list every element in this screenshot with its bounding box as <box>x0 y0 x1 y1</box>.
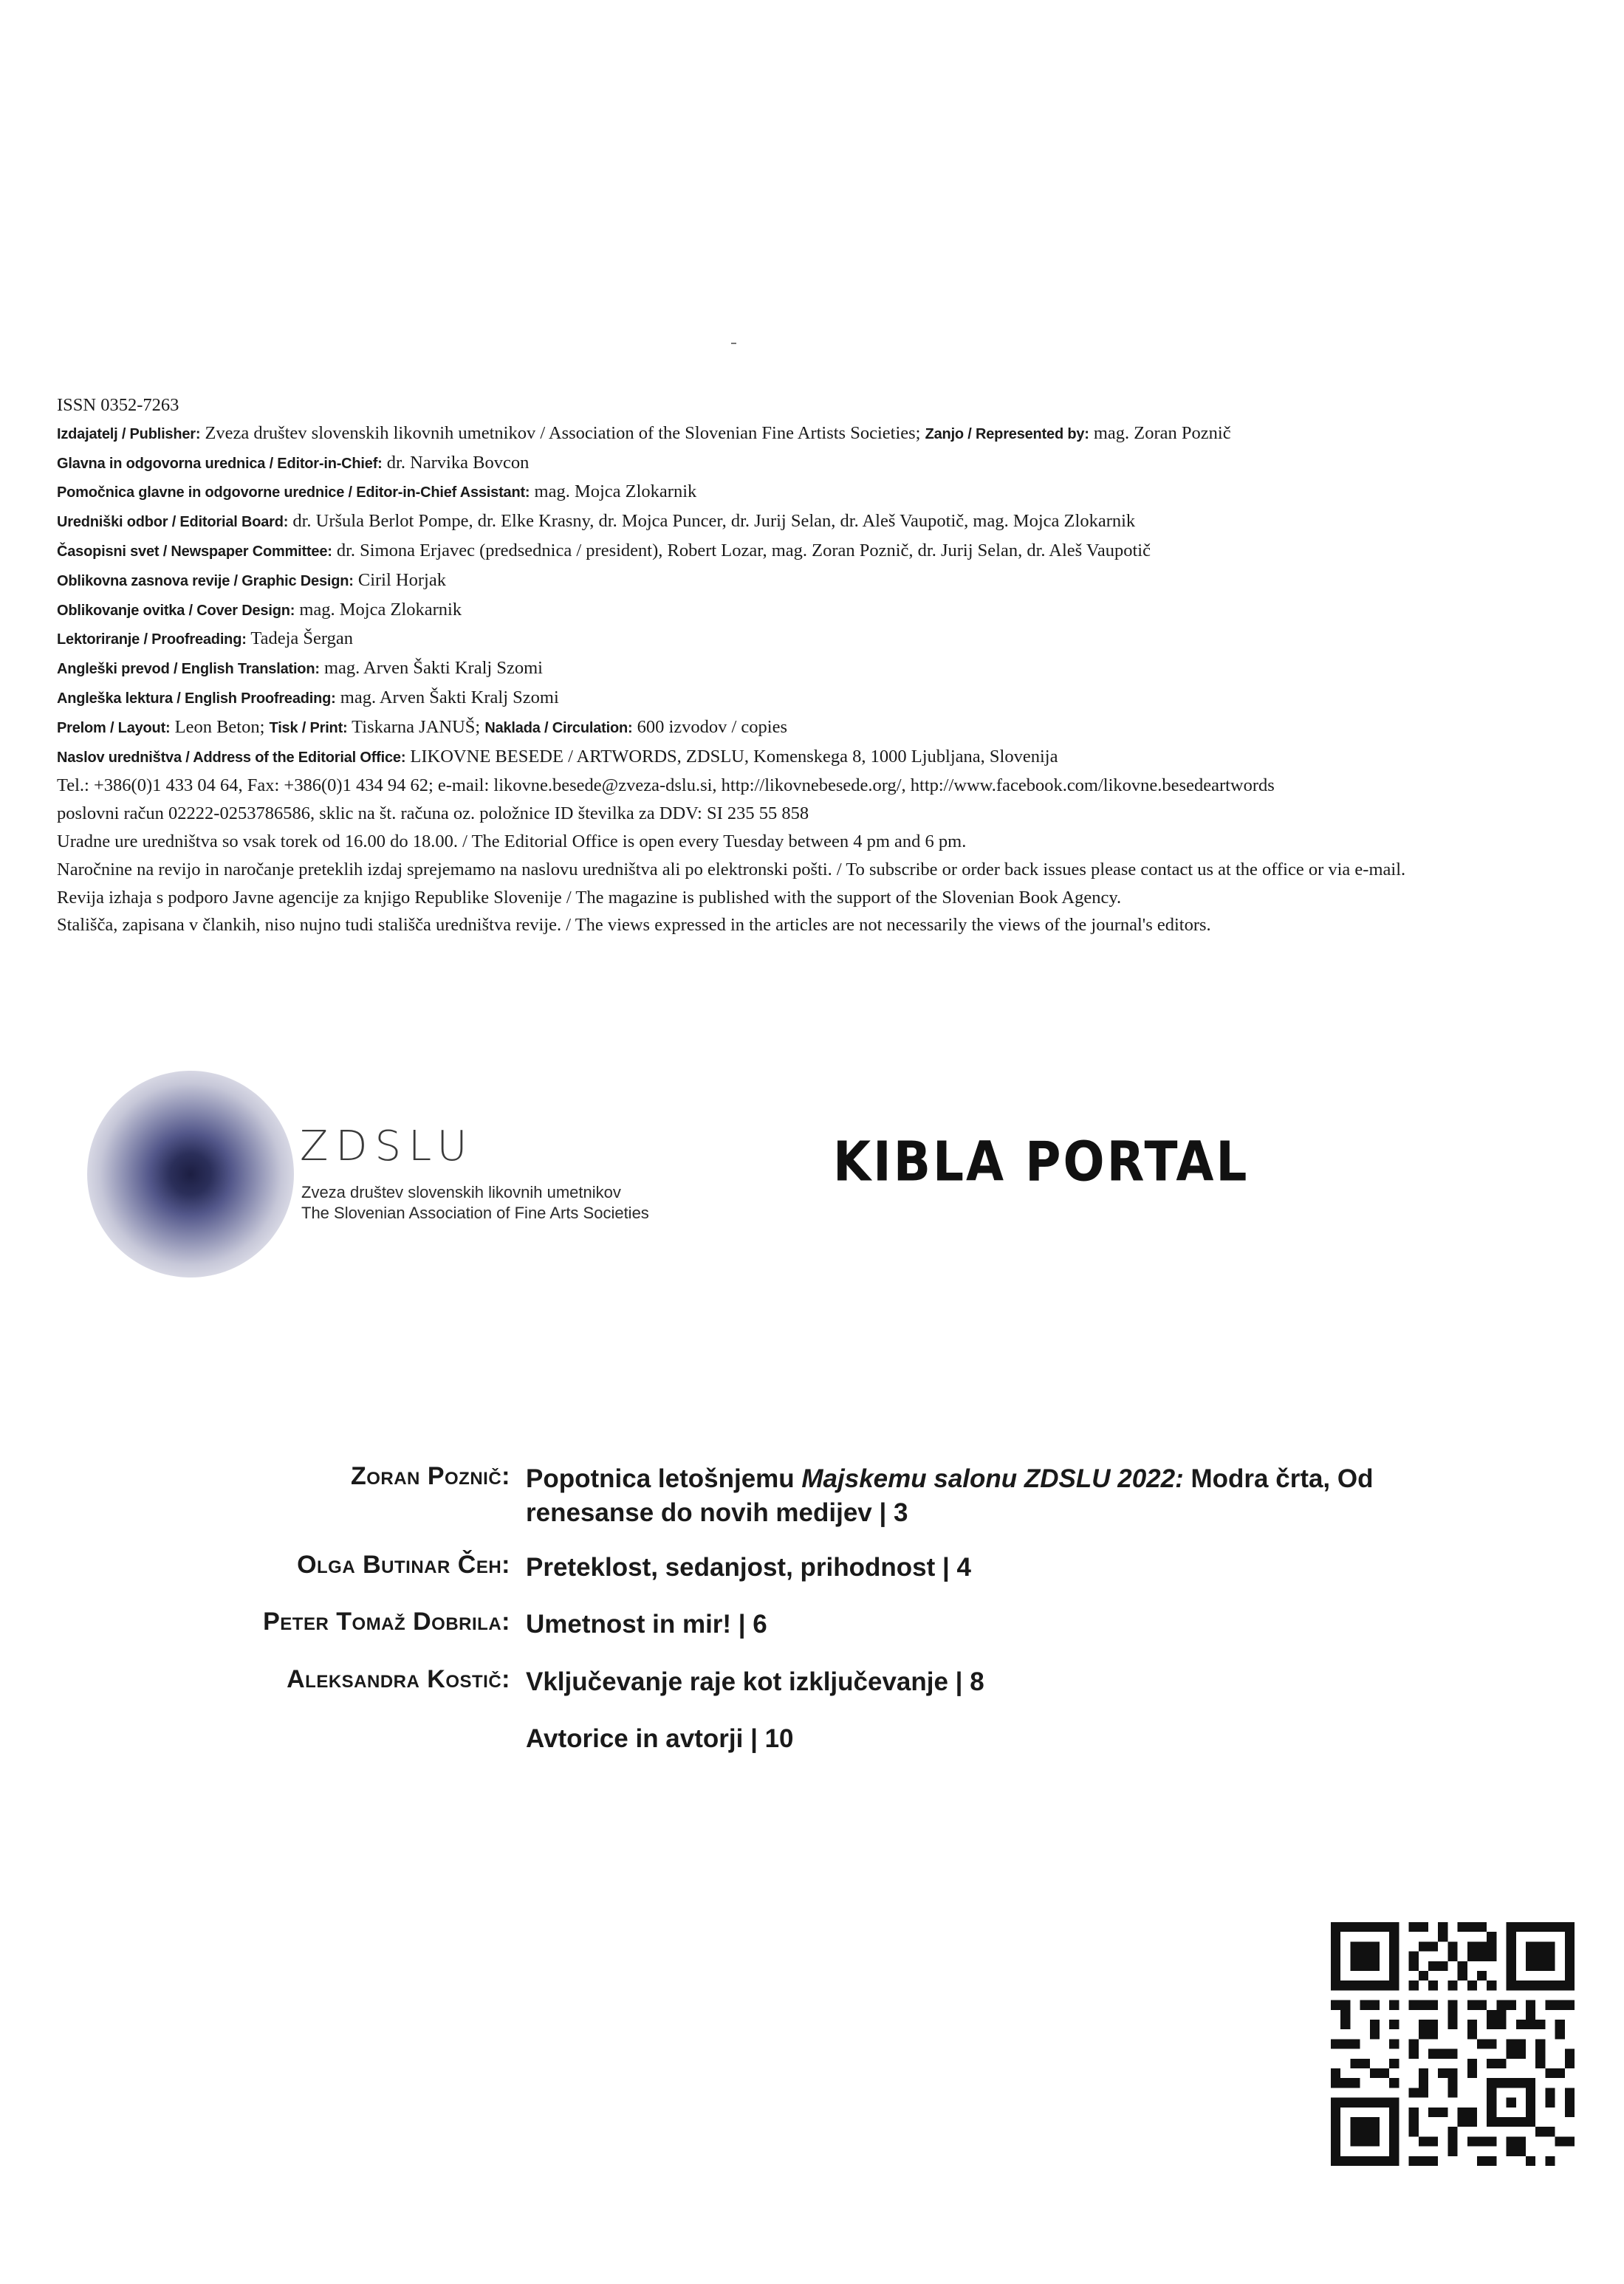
imprint-address <box>57 743 1578 772</box>
toc-author: Peter Tomaž Dobrila: <box>263 1608 510 1636</box>
qr-code-icon <box>1331 1922 1575 2166</box>
imprint-english-proofreading <box>57 684 1578 713</box>
imprint-graphic-design <box>57 566 1578 596</box>
board-label: Uredniški odbor / Editorial Board: <box>57 514 289 531</box>
imprint-block <box>57 391 1578 939</box>
assistant-value: mag. Mojca Zlokarnik <box>530 481 697 502</box>
toc-author: Aleksandra Kostič: <box>287 1665 510 1693</box>
publisher-value: Zveza društev slovenskih likovnih umetnikov / Association of the Slovenian Fine Artists Societies; <box>200 422 925 443</box>
toc-title <box>526 1462 1412 1530</box>
issn: ISSN 0352-7263 <box>57 395 179 415</box>
imprint-disclaimer: Stališča, zapisana v člankih, niso nujno tudi stališča uredništva revije. / The views expressed in the articles are not necessarily the views of the journal's editors. <box>57 915 1211 936</box>
circulation-label: Naklada / Circulation: <box>484 719 633 736</box>
proofreading-label: Lektoriranje / Proofreading: <box>57 631 247 648</box>
layout-label: Prelom / Layout: <box>57 719 171 736</box>
address-label: Naslov uredništva / Address of the Editorial Office: <box>57 749 406 766</box>
address-value: LIKOVNE BESEDE / ARTWORDS, ZDSLU, Komenskega 8, 1000 Ljubljana, Slovenija <box>405 746 1058 767</box>
toc-author: Zoran Poznič: <box>350 1462 510 1490</box>
imprint-english-translation <box>57 654 1578 684</box>
toc-title: Preteklost, sedanjost, prihodnost | 4 <box>526 1553 971 1582</box>
zdslu-logo-subtitle-sl: Zveza društev slovenskih likovnih umetnikov <box>301 1183 621 1201</box>
imprint-newspaper-committee <box>57 537 1578 566</box>
imprint-cover-design <box>57 596 1578 625</box>
toc-author: Olga Butinar Čeh: <box>297 1551 510 1579</box>
zdslu-logo-name: ZDSLU <box>300 1122 475 1170</box>
qr-code-graphic <box>1331 1922 1575 2166</box>
toc-title: Avtorice in avtorji | 10 <box>526 1724 794 1753</box>
zdslu-logo-circle <box>87 1071 294 1278</box>
scan-speck <box>731 343 736 344</box>
imprint-publisher <box>57 419 1578 449</box>
proofreading-value: Tadeja Šergan <box>246 628 354 649</box>
imprint-editorial-board <box>57 507 1578 537</box>
represented-value: mag. Zoran Poznič <box>1089 422 1231 443</box>
print-value: Tiskarna JANUŠ; <box>347 716 485 737</box>
zdslu-logo <box>87 1071 722 1278</box>
imprint-proofreading <box>57 625 1578 654</box>
assistant-label: Pomočnica glavne in odgovorne urednice / Editor-in-Chief Assistant: <box>57 484 530 501</box>
toc-title-part: Modra črta, Od renesanse do novih medijev | 3 <box>526 1464 1374 1527</box>
circulation-value: 600 izvodov / copies <box>632 716 788 737</box>
print-label: Tisk / Print: <box>269 719 348 736</box>
imprint-production <box>57 713 1578 743</box>
imprint-support: Revija izhaja s podporo Javne agencije za knjigo Republike Slovenije / The magazine is published with the support of the Slovenian Book Agency. <box>57 887 1122 908</box>
publisher-label: Izdajatelj / Publisher: <box>57 425 201 442</box>
imprint-office-hours: Uradne ure uredništva so vsak torek od 16.00 do 18.00. / The Editorial Office is open every Tuesday between 4 pm and 6 pm. <box>57 831 967 851</box>
english-proofreading-label: Angleška lektura / English Proofreading: <box>57 690 336 707</box>
toc-title: Vključevanje raje kot izključevanje | 8 <box>526 1667 984 1696</box>
editor-label: Glavna in odgovorna urednica / Editor-in-Chief: <box>57 455 383 472</box>
board-value: dr. Uršula Berlot Pompe, dr. Elke Krasny, dr. Mojca Puncer, dr. Jurij Selan, dr. Aleš Vaupotič, mag. Mojca Zlokarnik <box>288 511 1136 532</box>
editor-value: dr. Narvika Bovcon <box>382 452 530 473</box>
represented-label: Zanjo / Represented by: <box>925 425 1089 442</box>
zdslu-logo-subtitle-en: The Slovenian Association of Fine Arts Societies <box>301 1204 649 1222</box>
graphic-design-value: Ciril Horjak <box>353 569 446 590</box>
kibla-portal-logo: KIBLA PORTAL <box>833 1130 1250 1194</box>
imprint-subscriptions: Naročnine na revijo in naročanje preteklih izdaj sprejemamo na naslovu uredništva ali po elektronski pošti. / To subscribe or order back issues please contact us at the office or via e-mail. <box>57 859 1406 879</box>
imprint-editor-assistant <box>57 478 1578 507</box>
toc-title: Umetnost in mir! | 6 <box>526 1610 767 1639</box>
english-proofreading-value: mag. Arven Šakti Kralj Szomi <box>335 687 559 707</box>
committee-label: Časopisni svet / Newspaper Committee: <box>57 543 332 560</box>
graphic-design-label: Oblikovna zasnova revije / Graphic Design: <box>57 572 354 589</box>
toc-title-italic: Majskemu salonu ZDSLU 2022: <box>801 1464 1184 1493</box>
layout-value: Leon Beton; <box>170 716 270 737</box>
translation-value: mag. Arven Šakti Kralj Szomi <box>319 658 543 679</box>
imprint-editor-in-chief <box>57 449 1578 479</box>
committee-value: dr. Simona Erjavec (predsednica / president), Robert Lozar, mag. Zoran Poznič, dr. Jurij Selan, dr. Aleš Vaupotič <box>332 540 1151 560</box>
toc-title-part: Popotnica letošnjemu <box>526 1464 802 1493</box>
imprint-contact: Tel.: +386(0)1 433 04 64, Fax: +386(0)1 434 94 62; e-mail: likovne.besede@zveza-dslu.si, http://likovnebesede.org/, http://www.facebook.com/likovne.besedeartwords <box>57 775 1275 796</box>
translation-label: Angleški prevod / English Translation: <box>57 661 320 678</box>
cover-design-value: mag. Mojca Zlokarnik <box>295 599 462 620</box>
cover-design-label: Oblikovanje ovitka / Cover Design: <box>57 602 295 619</box>
imprint-account: poslovni račun 02222-0253786586, sklic na št. računa oz. položnice ID številka za DDV: SI 235 55 858 <box>57 803 809 824</box>
